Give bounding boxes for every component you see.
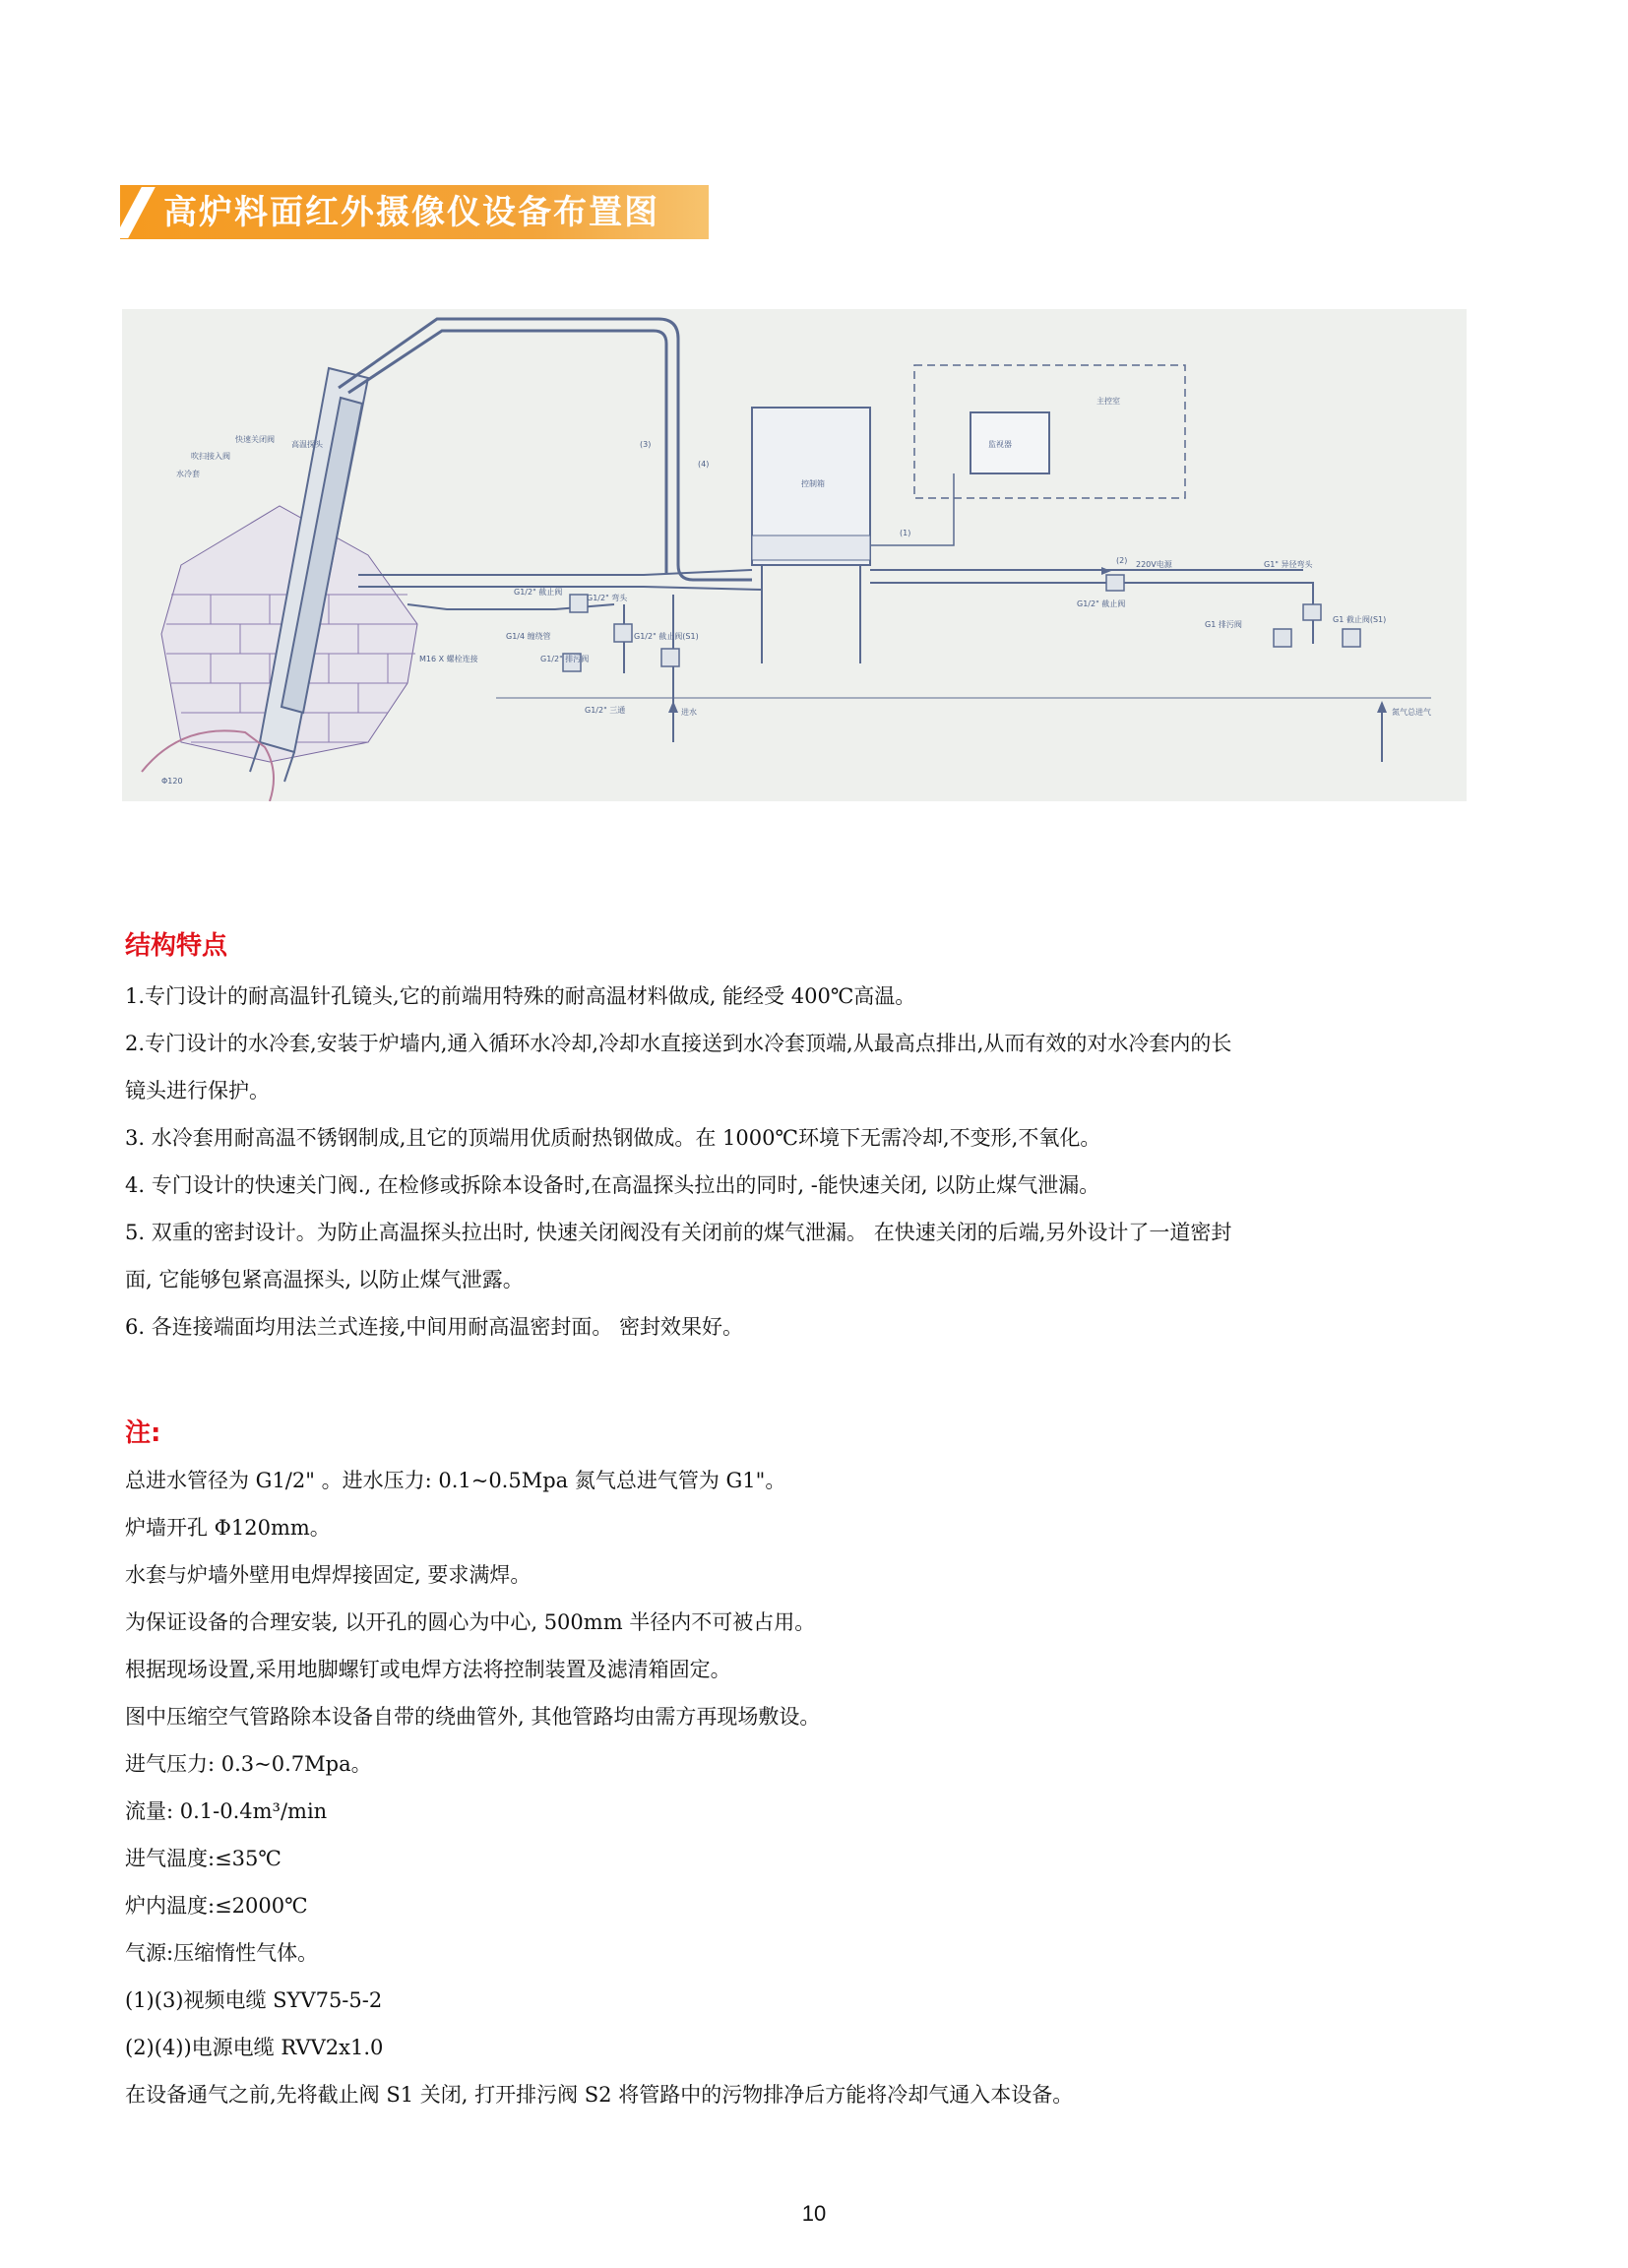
page-number: 10 [801,2201,827,2226]
label-control-box: 控制箱 [801,479,825,488]
label-water-in: 进水 [681,708,697,717]
label-reducer-elbow: G1" 异径弯头 [1264,560,1313,569]
note-line: (2)(4))电源电缆 RVV2x1.0 [125,2036,384,2059]
overhead-cable [339,319,752,580]
label-stop-valve-right: G1/2" 截止阀 [1077,599,1126,608]
feature-line: 5. 双重的密封设计。为防止高温探头拉出时, 快速关闭阀没有关闭前的煤气泄漏。 在快速关闭的后端,另外设计了一道密封 [125,1221,1232,1244]
note-line: 炉墙开孔 Φ120mm。 [125,1516,331,1540]
label-blowback: 吹扫接入阀 [191,452,230,461]
note-line: 气源:压缩惰性气体。 [125,1941,319,1965]
label-tee: G1/2" 三通 [585,706,626,715]
feature-line: 1.专门设计的耐高温针孔镜头,它的前端用特殊的耐高温材料做成, 能经受 400℃高温。 [125,984,916,1008]
label-probe: 高温探头 [291,440,323,449]
label-cable-4: (4) [698,460,710,469]
note-line: 炉内温度:≤2000℃ [125,1894,308,1918]
note-line: 在设备通气之前,先将截止阀 S1 关闭, 打开排污阀 S2 将管路中的污物排净后方能将冷却气通入本设备。 [125,2083,1074,2107]
label-g1-stop-s1: G1 截止阀(S1) [1333,615,1387,624]
label-main-control: 主控室 [1096,397,1120,406]
notes-heading: 注: [125,1418,161,1448]
label-bolt-note: M16 X 螺栓连接 [419,655,478,663]
label-g1-drain: G1 排污阀 [1205,620,1242,629]
feature-line: 6. 各连接端面均用法兰式连接,中间用耐高温密封面。 密封效果好。 [125,1315,744,1339]
notes-text [125,1457,1503,2118]
label-hole-dia: Φ120 [161,777,183,786]
features-heading: 结构特点 [125,931,228,961]
page-title: 高炉料面红外摄像仪设备布置图 [163,193,659,232]
label-water-jacket: 水冷套 [176,470,200,478]
label-stop-valve: G1/2" 截止阀 [514,588,563,597]
label-cable-1: (1) [900,529,911,537]
feature-line: 3. 水冷套用耐高温不锈钢制成,且它的顶端用优质耐热钢做成。在 1000℃环境下无需冷却,不变形,不氧化。 [125,1126,1101,1150]
note-line: 进气温度:≤35℃ [125,1847,282,1870]
label-drain: G1/2" 排污阀 [540,655,590,663]
label-monitor: 监视器 [988,440,1012,449]
feature-line: 镜头进行保护。 [125,1079,270,1102]
feature-line: 4. 专门设计的快速关门阀., 在检修或拆除本设备时,在高温探头拉出的同时, -能快速关闭, 以防止煤气泄漏。 [125,1173,1100,1197]
note-line: 进气压力: 0.3~0.7Mpa。 [125,1752,372,1776]
label-hose: G1/4 缠绕管 [506,632,551,641]
label-fast-valve: 快速关闭阀 [235,435,275,444]
note-line: 水套与炉墙外壁用电焊焊接固定, 要求满焊。 [125,1563,532,1587]
layout-diagram-svg [122,309,1467,801]
note-line: 根据现场设置,采用地脚螺钉或电焊方法将控制装置及滤清箱固定。 [125,1658,731,1681]
note-line: 总进水管径为 G1/2" 。进水压力: 0.1~0.5Mpa 氮气总进气管为 G1"。 [125,1469,786,1492]
features-text [125,973,1503,1351]
label-cable-2: (2) [1116,556,1128,565]
note-line: 图中压缩空气管路除本设备自带的绕曲管外, 其他管路均由需方再现场敷设。 [125,1705,821,1729]
note-line: (1)(3)视频电缆 SYV75-5-2 [125,1988,383,2012]
label-elbow: G1/2" 弯头 [587,594,628,602]
feature-line: 2.专门设计的水冷套,安装于炉墙内,通入循环水冷却,冷却水直接送到水冷套顶端,从最高点排出,从而有效的对水冷套内的长 [125,1032,1232,1055]
note-line: 流量: 0.1-0.4m³/min [125,1799,328,1823]
equipment-layout-diagram [122,309,1467,801]
label-power: 220V电源 [1136,560,1172,569]
label-nitrogen-in: 氮气总进气 [1392,708,1431,717]
label-stop-s1: G1/2" 截止阀(S1) [634,632,699,641]
horizontal-pipes [358,570,1382,762]
label-cable-3: (3) [640,440,652,449]
feature-line: 面, 它能够包紧高温探头, 以防止煤气泄露。 [125,1268,524,1292]
note-line: 为保证设备的合理安装, 以开孔的圆心为中心, 500mm 半径内不可被占用。 [125,1610,816,1634]
